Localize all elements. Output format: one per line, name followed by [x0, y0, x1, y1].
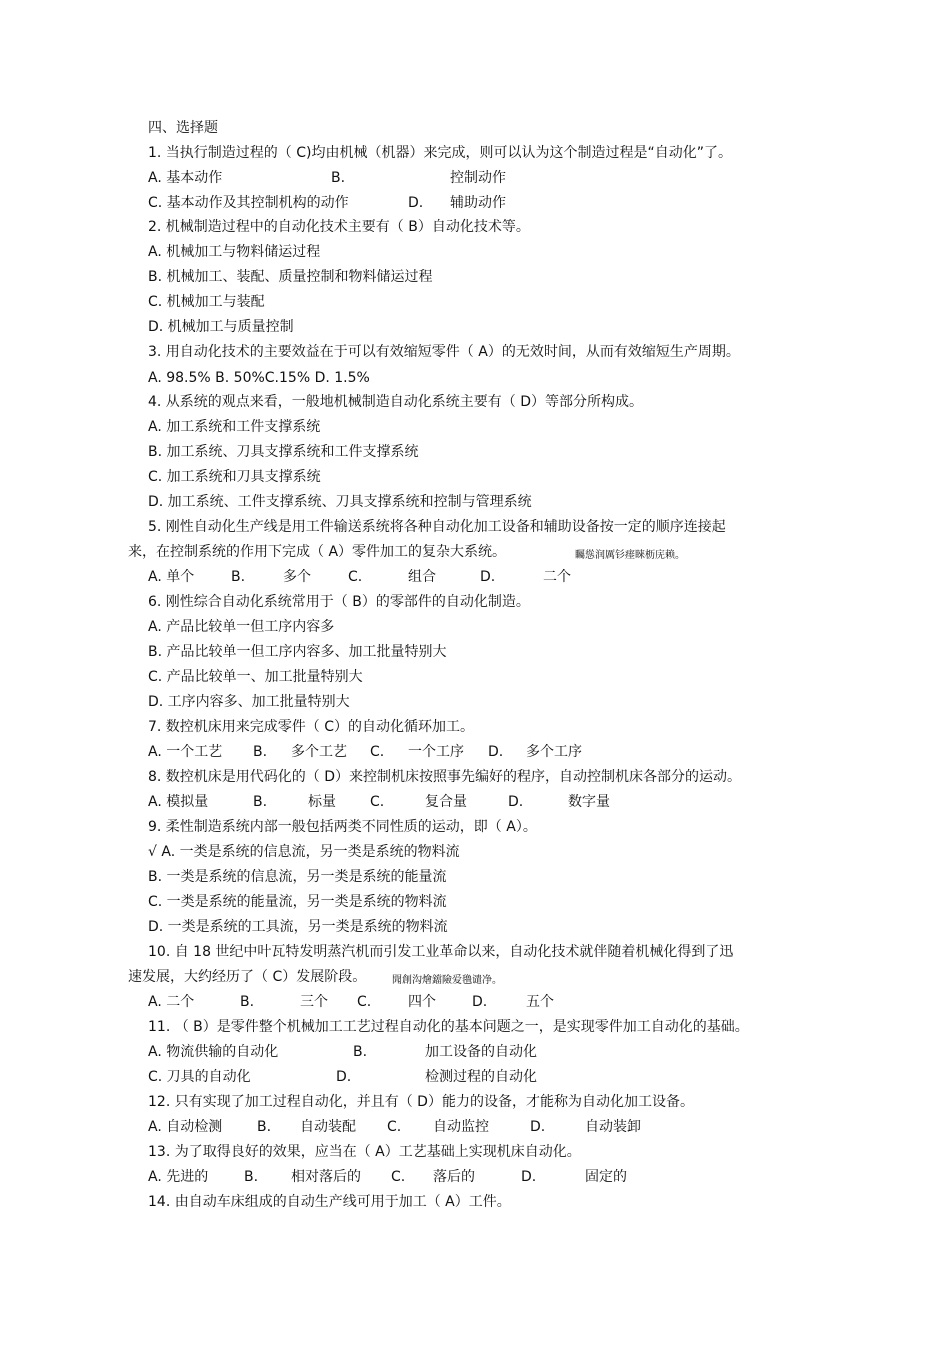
q9-option-d: D. 一类是系统的工具流，另一类是系统的物料流: [148, 919, 448, 935]
q8-option-a: A. 模拟量: [148, 794, 209, 810]
q2-option-c: C. 机械加工与装配: [148, 294, 265, 310]
q3-options: A. 98.5% B. 50%C.15% D. 1.5%: [148, 370, 370, 386]
question-5-stem: 5. 刚性自动化生产线是用工件输送系统将各种自动化加工设备和辅助设备按一定的顺序连接起: [148, 519, 726, 535]
q7-option-b-letter: B.: [253, 744, 268, 760]
q11-option-c: C. 刀具的自动化: [148, 1069, 251, 1085]
q10-option-b-letter: B.: [240, 994, 255, 1010]
q8-option-b-letter: B.: [253, 794, 268, 810]
q4-option-b: B. 加工系统、刀具支撑系统和工件支撑系统: [148, 444, 419, 460]
q13-option-c-letter: C.: [391, 1169, 406, 1185]
q13-option-d-text: 固定的: [585, 1169, 627, 1185]
q12-option-d-text: 自动装卸: [585, 1119, 641, 1135]
question-8-stem: 8. 数控机床是用代码化的（ D）来控制机床按照事先编好的程序，自动控制机床各部分的运动。: [148, 769, 742, 785]
q9-option-b: B. 一类是系统的信息流，另一类是系统的能量流: [148, 869, 447, 885]
q10-option-a: A. 二个: [148, 994, 195, 1010]
q8-option-c-letter: C.: [370, 794, 385, 810]
q12-option-d-letter: D.: [530, 1119, 546, 1135]
question-3-stem: 3. 用自动化技术的主要效益在于可以有效缩短零件（ A）的无效时间，从而有效缩短生产周期。: [148, 344, 740, 360]
q8-option-b-text: 标量: [308, 794, 336, 810]
q11-option-b-letter: B.: [353, 1044, 368, 1060]
q1-option-a: A. 基本动作: [148, 170, 223, 186]
q12-option-b-letter: B.: [257, 1119, 272, 1135]
q5-option-d-letter: D.: [480, 569, 496, 585]
q12-option-c-letter: C.: [387, 1119, 402, 1135]
q2-option-d: D. 机械加工与质量控制: [148, 319, 294, 335]
q6-option-a: A. 产品比较单一但工序内容多: [148, 619, 335, 635]
question-2-stem: 2. 机械制造过程中的自动化技术主要有（ B）自动化技术等。: [148, 219, 530, 235]
q1-option-c: C. 基本动作及其控制机构的动作: [148, 195, 349, 211]
q11-option-d-text: 检测过程的自动化: [425, 1069, 537, 1085]
q6-option-c: C. 产品比较单一、加工批量特别大: [148, 669, 363, 685]
q11-option-d-letter: D.: [336, 1069, 352, 1085]
q10-option-d-letter: D.: [472, 994, 488, 1010]
q6-option-d: D. 工序内容多、加工批量特别大: [148, 694, 350, 710]
q7-option-c-text: 一个工序: [408, 744, 464, 760]
q8-option-d-letter: D.: [508, 794, 524, 810]
q11-option-a: A. 物流供输的自动化: [148, 1044, 279, 1060]
question-10-stem-continued: 速发展，大约经历了（ C）发展阶段。: [128, 969, 367, 985]
q5-option-b-letter: B.: [231, 569, 246, 585]
q4-option-d: D. 加工系统、工件支撑系统、刀具支撑系统和控制与管理系统: [148, 494, 532, 510]
q7-option-d-text: 多个工序: [526, 744, 582, 760]
q11-option-b-text: 加工设备的自动化: [425, 1044, 537, 1060]
question-14-stem: 14. 由自动车床组成的自动生产线可用于加工（ A）工件。: [148, 1194, 511, 1210]
q7-option-c-letter: C.: [370, 744, 385, 760]
q7-option-b-text: 多个工艺: [291, 744, 347, 760]
q4-option-a: A. 加工系统和工件支撑系统: [148, 419, 321, 435]
question-10-stem: 10. 自 18 世纪中叶瓦特发明蒸汽机而引发工业革命以来，自动化技术就伴随着机械化得到了迅: [148, 944, 734, 960]
question-12-stem: 12. 只有实现了加工过程自动化，并且有（ D）能力的设备，才能称为自动化加工设备。: [148, 1094, 694, 1110]
question-4-stem: 4. 从系统的观点来看，一般地机械制造自动化系统主要有（ D）等部分所构成。: [148, 394, 644, 410]
q6-option-b: B. 产品比较单一但工序内容多、加工批量特别大: [148, 644, 447, 660]
question-6-stem: 6. 刚性综合自动化系统常用于（ B）的零部件的自动化制造。: [148, 594, 530, 610]
question-1-stem: 1. 当执行制造过程的（ C)均由机械（机器）来完成，则可以认为这个制造过程是“自动化”了。: [148, 145, 732, 161]
q10-option-d-text: 五个: [526, 994, 554, 1010]
q7-option-a: A. 一个工艺: [148, 744, 223, 760]
question-5-stem-continued: 来，在控制系统的作用下完成（ A）零件加工的复杂大系统。: [128, 544, 507, 560]
q12-option-b-text: 自动装配: [300, 1119, 356, 1135]
q8-option-d-text: 数字量: [568, 794, 610, 810]
q5-option-b-text: 多个: [283, 569, 311, 585]
q2-option-a: A. 机械加工与物料储运过程: [148, 244, 321, 260]
q10-noise-text: 聞創沟燴鐺險爱氇谴净。: [392, 975, 502, 986]
section-heading: 四、选择题: [148, 120, 218, 136]
q13-option-b-letter: B.: [244, 1169, 259, 1185]
q12-option-c-text: 自动监控: [433, 1119, 489, 1135]
q5-option-c-letter: C.: [348, 569, 363, 585]
q5-option-d-text: 二个: [543, 569, 571, 585]
q8-option-c-text: 复合量: [425, 794, 467, 810]
q5-option-c-text: 组合: [408, 569, 436, 585]
q1-option-b-text: 控制动作: [450, 170, 506, 186]
q2-option-b: B. 机械加工、装配、质量控制和物料储运过程: [148, 269, 433, 285]
q9-option-c: C. 一类是系统的能量流，另一类是系统的物料流: [148, 894, 447, 910]
question-7-stem: 7. 数控机床用来完成零件（ C）的自动化循环加工。: [148, 719, 475, 735]
question-9-stem: 9. 柔性制造系统内部一般包括两类不同性质的运动，即（ A）。: [148, 819, 537, 835]
q10-option-b-text: 三个: [300, 994, 328, 1010]
q10-option-c-letter: C.: [357, 994, 372, 1010]
q12-option-a: A. 自动检测: [148, 1119, 223, 1135]
q1-option-b-letter: B.: [331, 170, 346, 186]
q13-option-b-text: 相对落后的: [291, 1169, 361, 1185]
q1-option-d-text: 辅助动作: [450, 195, 506, 211]
q10-option-c-text: 四个: [408, 994, 436, 1010]
q5-noise-text: 矚慫润厲钐瘗睞枥庑赖。: [575, 550, 685, 561]
q13-option-d-letter: D.: [521, 1169, 537, 1185]
q9-option-a-checked: √ A. 一类是系统的信息流，另一类是系统的物料流: [148, 844, 460, 860]
q13-option-a: A. 先进的: [148, 1169, 209, 1185]
q7-option-d-letter: D.: [488, 744, 504, 760]
question-11-stem: 11. （ B）是零件整个机械加工工艺过程自动化的基本问题之一，是实现零件加工自动化的基础。: [148, 1019, 749, 1035]
q4-option-c: C. 加工系统和刀具支撑系统: [148, 469, 321, 485]
q5-option-a: A. 单个: [148, 569, 195, 585]
q13-option-c-text: 落后的: [433, 1169, 475, 1185]
q1-option-d-letter: D.: [408, 195, 424, 211]
question-13-stem: 13. 为了取得良好的效果，应当在（ A）工艺基础上实现机床自动化。: [148, 1144, 581, 1160]
